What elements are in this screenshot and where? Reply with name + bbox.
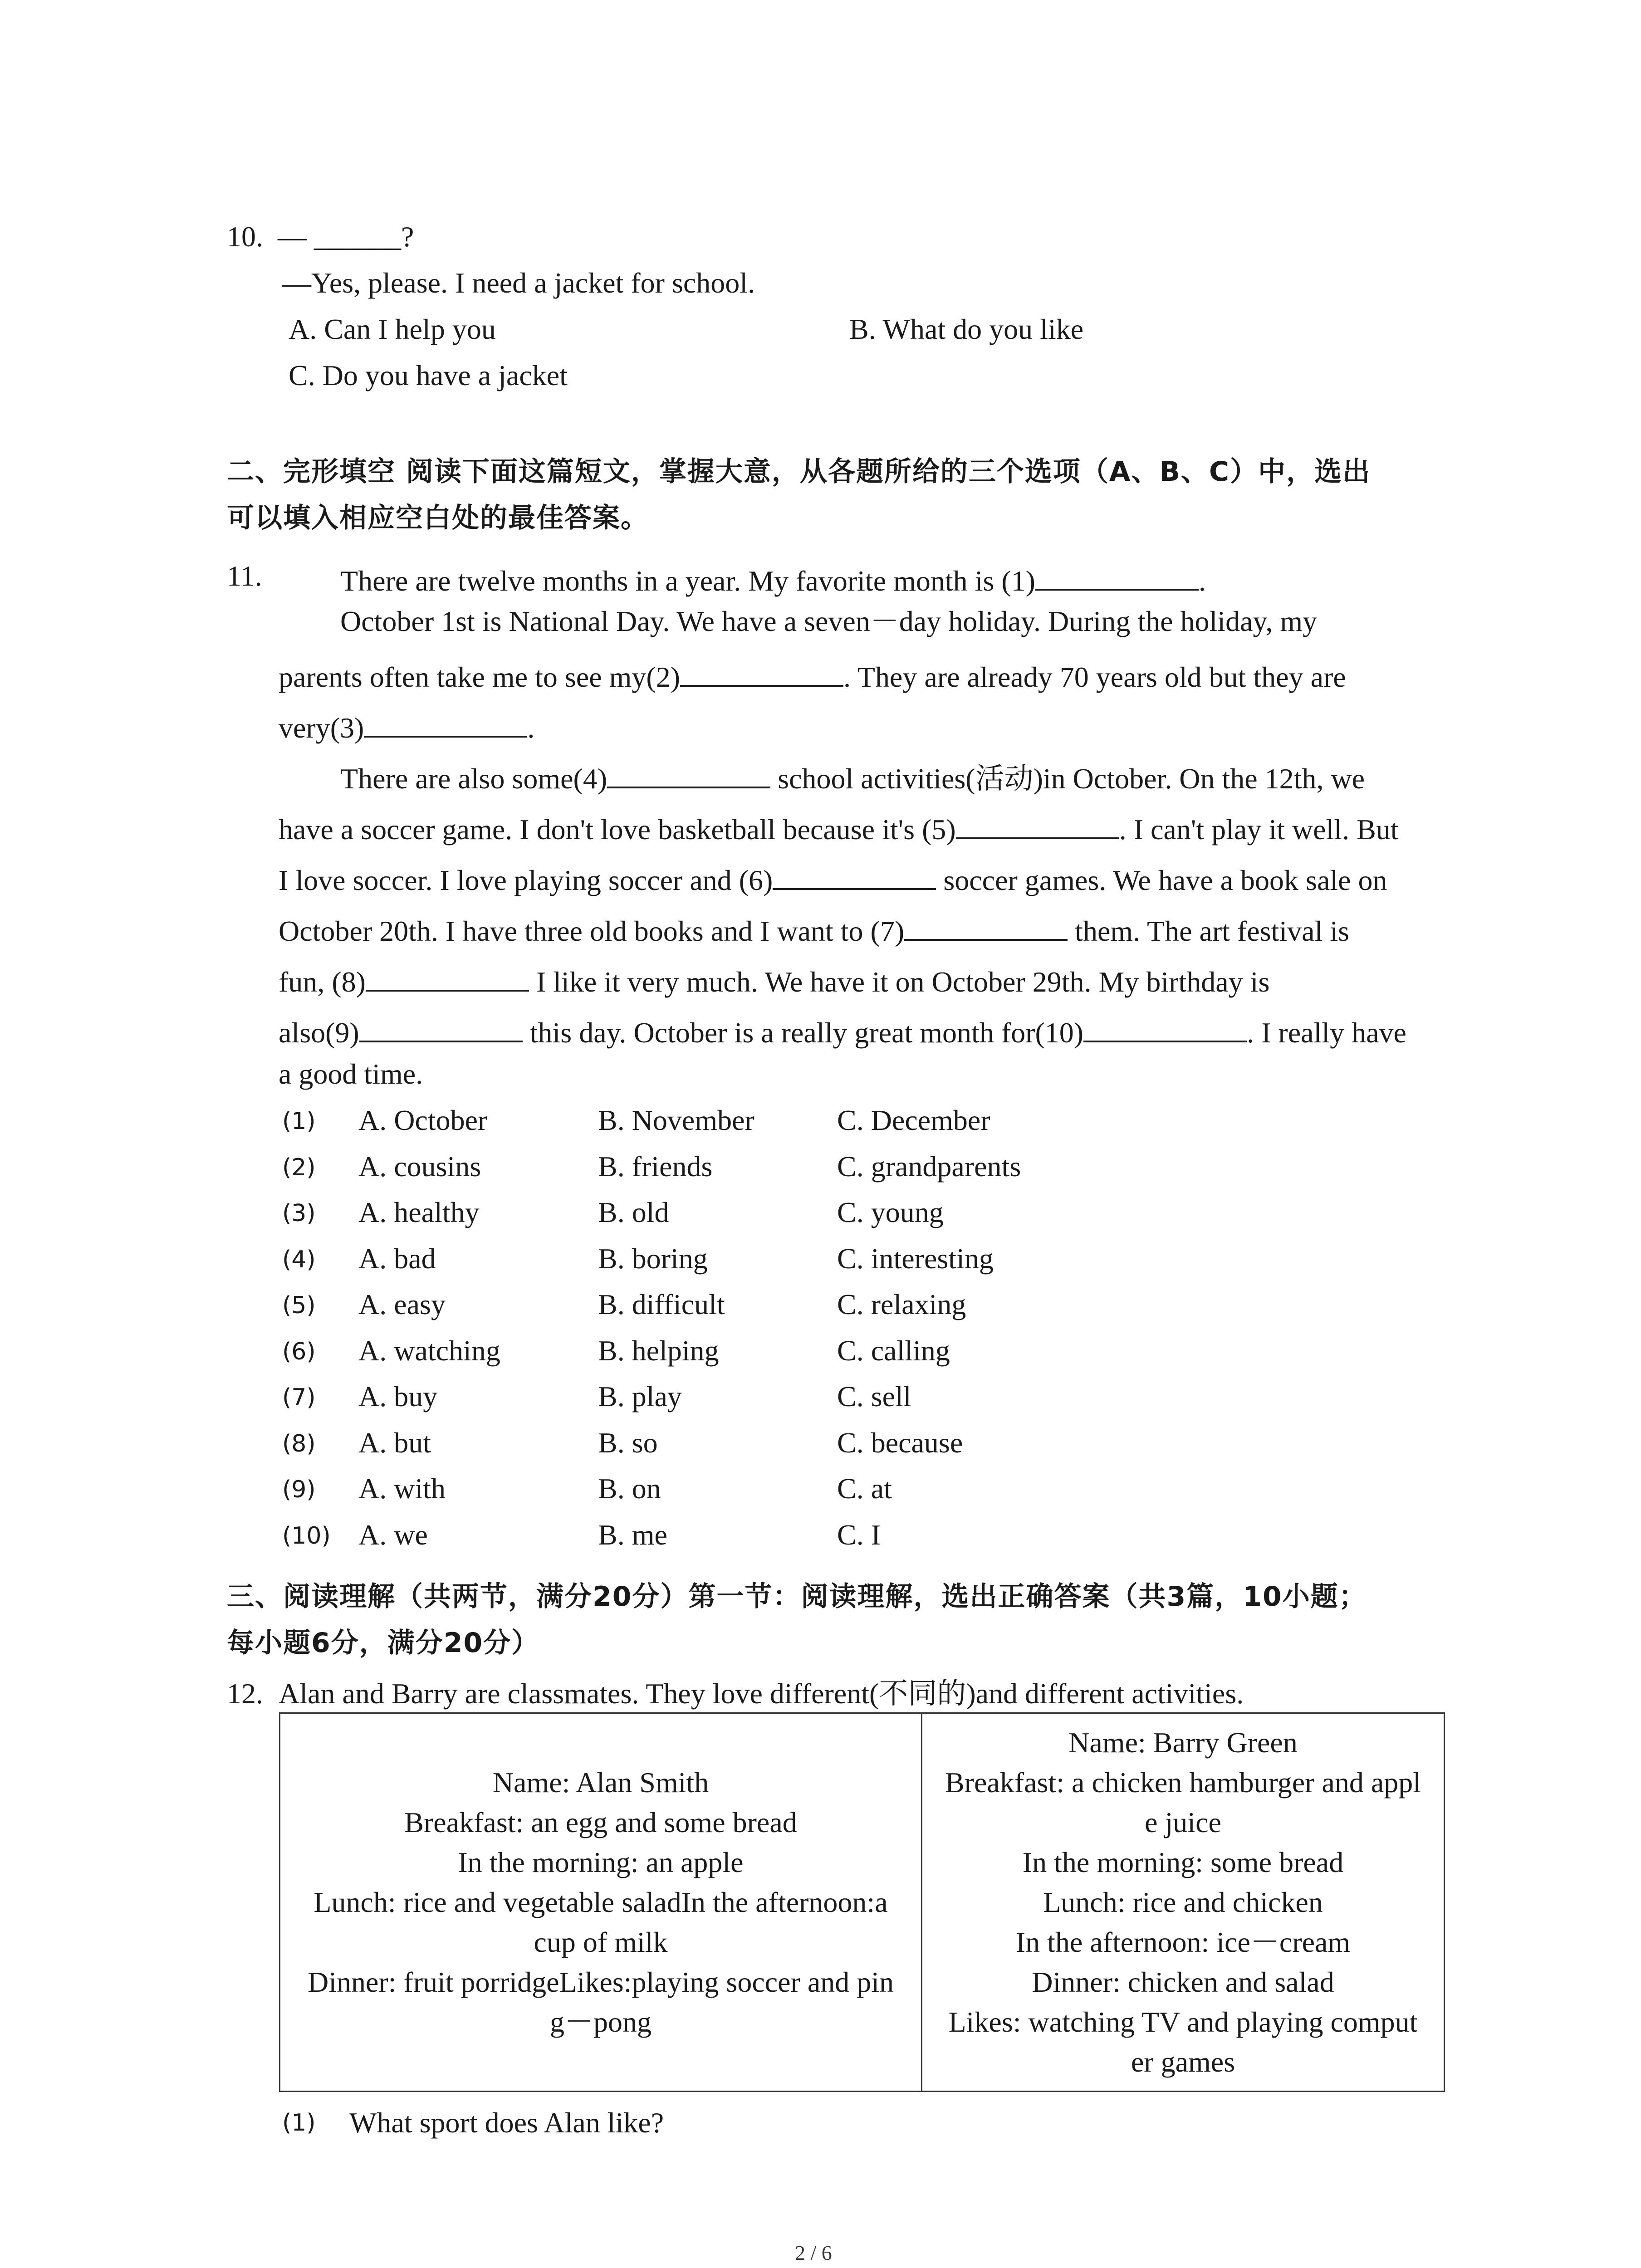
- blank-6[interactable]: [773, 861, 936, 890]
- alan-line: Lunch: rice and vegetable saladIn the afternoon:a: [314, 1886, 888, 1918]
- section2-header-line1: 二、完形填空 阅读下面这篇短文，掌握大意，从各题所给的三个选项（A、B、C）中，选出: [227, 456, 1371, 488]
- option-b[interactable]: B. me: [598, 1519, 667, 1551]
- blank-3[interactable]: [364, 709, 527, 738]
- q11-para3-line4: October 20th. I have three old books and I want to (7) them. The art festival is: [279, 912, 1349, 946]
- q11-para3-line5: fun, (8) I like it very much. We have it on October 29th. My birthday is: [279, 963, 1269, 997]
- option-b[interactable]: B. November: [598, 1104, 754, 1136]
- option-b[interactable]: B. helping: [598, 1334, 719, 1367]
- option-b[interactable]: B. play: [598, 1380, 682, 1413]
- blank-8[interactable]: [366, 963, 529, 992]
- blank-1[interactable]: [1035, 562, 1199, 591]
- option-c[interactable]: C. interesting: [837, 1242, 994, 1275]
- barry-line: Lunch: rice and chicken: [1043, 1886, 1323, 1918]
- option-b[interactable]: B. friends: [598, 1150, 713, 1183]
- q11-para2-line3: very(3) .: [279, 709, 534, 743]
- section2-header-line2: 可以填入相应空白处的最佳答案。: [227, 502, 649, 534]
- option-c[interactable]: C. relaxing: [837, 1288, 966, 1320]
- q11-para2-line1: October 1st is National Day. We have a seven－day holiday. During the holiday, my: [340, 605, 1318, 637]
- alan-line: Name: Alan Smith: [492, 1766, 709, 1799]
- option-a[interactable]: A. we: [358, 1519, 428, 1551]
- option-a[interactable]: A. healthy: [358, 1196, 480, 1228]
- option-row-number: (9): [282, 1476, 316, 1503]
- option-b[interactable]: B. difficult: [598, 1288, 725, 1320]
- option-row-number: (6): [282, 1338, 316, 1365]
- option-row-number: (8): [282, 1430, 316, 1457]
- blank-9[interactable]: [359, 1013, 523, 1042]
- barry-line: Breakfast: a chicken hamburger and appl: [945, 1766, 1421, 1799]
- q10-number: 10.: [227, 220, 263, 253]
- option-a[interactable]: A. watching: [358, 1334, 500, 1367]
- alan-line: In the morning: an apple: [458, 1846, 744, 1878]
- option-a[interactable]: A. with: [358, 1472, 446, 1505]
- option-row-number: (2): [282, 1154, 316, 1181]
- q10-question: — ______?: [278, 220, 414, 253]
- barry-line: In the morning: some bread: [1022, 1846, 1344, 1878]
- q10-option-c: C. Do you have a jacket: [289, 359, 568, 391]
- q10-option-a: A. Can I help you: [289, 313, 496, 345]
- option-c[interactable]: C. I: [837, 1519, 881, 1551]
- blank-5[interactable]: [956, 810, 1119, 839]
- alan-line: g－pong: [550, 2005, 652, 2038]
- alan-cell: [280, 1714, 921, 2091]
- q10-option-b: B. What do you like: [849, 313, 1084, 345]
- q12-sub1-number: (1): [282, 2109, 316, 2136]
- option-c[interactable]: C. December: [837, 1104, 990, 1136]
- option-c[interactable]: C. sell: [837, 1380, 911, 1413]
- q11-para3-line7: a good time.: [279, 1058, 423, 1090]
- q11-number: 11.: [227, 560, 262, 592]
- q12-sub1-question: What sport does Alan like?: [349, 2107, 664, 2139]
- option-a[interactable]: A. but: [358, 1427, 431, 1459]
- option-b[interactable]: B. old: [598, 1196, 669, 1228]
- option-a[interactable]: A. October: [358, 1104, 488, 1136]
- barry-line: Name: Barry Green: [1068, 1726, 1298, 1759]
- page-number: 2 / 6: [795, 2241, 832, 2264]
- option-a[interactable]: A. cousins: [358, 1150, 481, 1183]
- option-a[interactable]: A. bad: [358, 1242, 436, 1275]
- q11-para3-line1: There are also some(4) school activities(活动)in October. On the 12th, we: [340, 759, 1365, 793]
- option-a[interactable]: A. buy: [358, 1380, 438, 1413]
- blank-7[interactable]: [904, 912, 1068, 941]
- barry-line: Dinner: chicken and salad: [1032, 1965, 1334, 1998]
- q11-para3-line2: have a soccer game. I don't love basketball because it's (5) . I can't play it well. But: [279, 810, 1399, 844]
- q12-info-table: [279, 1712, 1445, 2092]
- option-row-number: (4): [282, 1246, 316, 1273]
- option-row-number: (10): [282, 1522, 331, 1549]
- q10-answer: —Yes, please. I need a jacket for school.: [282, 267, 755, 299]
- blank-10[interactable]: [1083, 1013, 1247, 1042]
- barry-line: e juice: [1145, 1806, 1221, 1838]
- option-b[interactable]: B. so: [598, 1427, 658, 1459]
- q11-para2-line2: parents often take me to see my(2) . They are already 70 years old but they are: [279, 658, 1346, 692]
- option-row-number: (7): [282, 1384, 316, 1411]
- q11-para3-line3: I love soccer. I love playing soccer and (6) soccer games. We have a book sale on: [279, 861, 1387, 895]
- option-b[interactable]: B. on: [598, 1472, 661, 1505]
- alan-line: cup of milk: [534, 1926, 668, 1958]
- q11-para3-line6: also(9) this day. October is a really great month for(10) . I really have: [279, 1013, 1406, 1047]
- barry-line: er games: [1131, 2045, 1235, 2078]
- alan-line: Dinner: fruit porridgeLikes:playing soccer and pin: [307, 1965, 894, 1998]
- section3-header-line2: 每小题6分，满分20分）: [227, 1627, 540, 1659]
- barry-line: Likes: watching TV and playing comput: [948, 2005, 1418, 2038]
- option-row-number: (1): [282, 1108, 316, 1135]
- option-c[interactable]: C. because: [837, 1427, 963, 1459]
- option-c[interactable]: C. at: [837, 1472, 892, 1505]
- barry-line: In the afternoon: ice－cream: [1015, 1926, 1351, 1958]
- option-a[interactable]: A. easy: [358, 1288, 446, 1320]
- option-c[interactable]: C. grandparents: [837, 1150, 1021, 1183]
- option-c[interactable]: C. young: [837, 1196, 944, 1228]
- q12-number: 12.: [227, 1677, 263, 1710]
- section3-header-line1: 三、阅读理解（共两节，满分20分）第一节：阅读理解，选出正确答案（共3篇，10小题；: [227, 1581, 1367, 1613]
- q11-para1: There are twelve months in a year. My favorite month is (1) .: [340, 562, 1206, 596]
- option-row-number: (5): [282, 1292, 316, 1319]
- option-c[interactable]: C. calling: [837, 1334, 950, 1367]
- option-b[interactable]: B. boring: [598, 1242, 708, 1275]
- alan-line: Breakfast: an egg and some bread: [404, 1806, 797, 1838]
- blank-4[interactable]: [607, 759, 770, 788]
- q12-intro: Alan and Barry are classmates. They love different(不同的)and different activities.: [279, 1677, 1244, 1710]
- barry-cell: [922, 1714, 1444, 2091]
- blank-2[interactable]: [680, 658, 843, 687]
- option-row-number: (3): [282, 1200, 316, 1227]
